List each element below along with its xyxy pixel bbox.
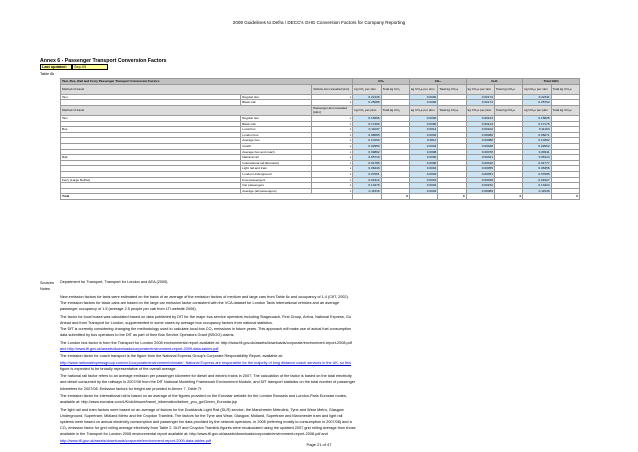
row-subtype: Average (all passengers) [241, 188, 312, 194]
row-group: Ferry (Large RoPax) [61, 177, 241, 183]
note-line: http://www.nationalexpressgroup.com/nx1/corporate/environment/climate/. National Express are responsible for the majority of long distance coach services in the UK, so this [60, 360, 352, 365]
ch4-total-pkm: Total kg CO₂e [438, 105, 466, 115]
n2o-factor: 0.00028 [466, 143, 494, 149]
note-item [60, 353, 600, 372]
ch4-factor: 0.0004 [409, 166, 437, 172]
co2-total-blank [353, 194, 381, 200]
n2o-factor: 0.00051 [466, 171, 494, 177]
n2o-total-pkm: Total kg CO₂e [494, 105, 522, 115]
co2-factor: 0.25086 [353, 100, 381, 106]
note-item [60, 314, 600, 339]
note-line: figure is expected to be broadly representative of the overall average. [60, 366, 177, 371]
row-group: Taxi [61, 94, 241, 100]
n2o-factor: 0.00152 [466, 183, 494, 189]
row-subtype: Light rail and tram [241, 166, 312, 172]
n2o-total-value: 0 [494, 194, 522, 200]
row-multiplier: x [312, 138, 353, 144]
n2o-factor: 0.00089 [466, 188, 494, 194]
ghg-factor: 0.22311 [523, 94, 551, 100]
note-line: Ahead and from Transport for London, supplemented in some cases by average bus occupancy factors from national statistics. [60, 321, 273, 325]
note-line: The DfT is currently considering changing the methodology used to calculate local bus CO₂ emissions in future years. This approach will make use of actual fuel consumption [60, 327, 352, 332]
note-line: available at: http://www.eurostar.com/UK/uk/leisure/travel_information/before_you_go/Green_Eurostar.jsp [60, 400, 237, 405]
note-line: systems were based on annual electricity consumption and passenger km data provided by the network operators. In 2008 (referring mostly to consumption in 2007/08) and a [60, 419, 352, 424]
ch4-unit-pkm: kg CO₂e per pkm [409, 105, 437, 115]
row-subtype: Average bus and coach [241, 149, 312, 155]
last-updated-label: Last updated: [40, 64, 72, 70]
ghg-unit: kg CO₂e per vkm [523, 84, 551, 94]
ch4-factor: 0.0004 [409, 183, 437, 189]
conversion-factors-table [60, 78, 580, 200]
n2o-factor: 0.00124 [466, 121, 494, 127]
ghg-factor: 0.11536 [523, 188, 551, 194]
row-subtype: London bus [241, 132, 312, 138]
co2-factor: 0.01786 [353, 160, 381, 166]
ghg-total-blank [523, 194, 551, 200]
ch4-factor: 0.0000 [409, 155, 437, 161]
note-line: http://www.tfl.gov.uk/assets/downloads/corporate/environment-report-2009-data-tables.pdf [60, 438, 212, 443]
n2o-unit-pkm: kg CO₂e per pkm [466, 105, 494, 115]
group-ch4: CH₄ [409, 79, 466, 85]
group-n2o: N₂O [466, 79, 523, 85]
row-multiplier: x [312, 155, 353, 161]
co2-factor: 0.07051 [353, 171, 381, 177]
ghg-factor: 0.17176 [523, 121, 551, 127]
ch4-factor: 0.0000 [409, 160, 437, 166]
co2-factor: 0.08095 [353, 132, 381, 138]
note-line: The emission factor for coach transport is the figure from the National Express Group's Corporate Responsibility Report, available at: [60, 354, 283, 359]
note-line: The emission factor for international rail is based on an average of the figures provided on the Eurostar website for the London Brussels and London-Paris Eurostar routes, [60, 393, 347, 398]
co2-factor: 0.06246 [353, 166, 381, 172]
ch4-factor: 0.0004 [409, 188, 437, 194]
ch4-factor: 0.0000 [409, 115, 437, 121]
note-line: and http://www.tfl.gov.uk/assets/downloads/corporate/environment-report-2009-data-tables.pdf [60, 347, 219, 351]
ghg-factor: 0.08271 [523, 132, 551, 138]
ghg-total-value: 0 [551, 194, 579, 200]
n2o-total-blank [466, 194, 494, 200]
co2-total: Total kg CO₂ [381, 84, 409, 94]
ch4-factor: 0.0000 [409, 100, 437, 106]
method-header-2: Method of travel [61, 105, 312, 115]
note-line: CO₂ emission factor for grid rolling average electricity from Table 2. DLR and Croydon Tramlink figures were recalculated using the updated 2007 grid rolling average from those [60, 426, 356, 431]
row-multiplier: x [312, 160, 353, 166]
row-subtype: Average bus [241, 138, 312, 144]
row-multiplier: x [312, 183, 353, 189]
last-updated-value: Sep-09 [72, 64, 108, 70]
row-subtype: Black cab [241, 100, 312, 106]
ch4-factor: 0.0000 [409, 94, 437, 100]
n2o-factor: 0.00102 [466, 127, 494, 133]
n2o-factor: 0.00010 [466, 160, 494, 166]
row-multiplier: x [312, 127, 353, 133]
ghg-factor: 0.13324 [523, 183, 551, 189]
row-multiplier: x [312, 166, 353, 172]
ghg-factor: 0.15825 [523, 115, 551, 121]
ghg-factor: 0.06356 [523, 166, 551, 172]
group-total-ghg: Total GHG [523, 79, 580, 85]
notes-label: Notes [40, 287, 50, 291]
co2-total-pkm: Total kg CO₂ [381, 105, 409, 115]
page-footer: Page 21 of 47 [306, 442, 332, 447]
ghg-unit-pkm: kg CO₂e per pkm [523, 105, 551, 115]
notes-list [60, 294, 600, 445]
note-line: passenger occupancy of 1.5 (average 2.5 people per cab from LTI website 2008). [60, 307, 197, 312]
co2-factor: 0.22136 [353, 94, 381, 100]
sources-label: Sources [40, 281, 54, 285]
note-item [60, 340, 600, 352]
co2-factor: 0.13276 [353, 183, 381, 189]
ghg-total: Total kg CO₂e [551, 84, 579, 94]
co2-factor: 0.11516 [353, 188, 381, 194]
group-co2: CO₂ [353, 79, 410, 85]
co2-factor: 0.05710 [353, 155, 381, 161]
n2o-factor: 0.00055 [466, 166, 494, 172]
total-row [61, 194, 580, 200]
note-item [60, 407, 600, 444]
ghg-factor: 0.01777 [523, 160, 551, 166]
ghg-factor: 0.06113 [523, 155, 551, 161]
note-item [60, 373, 600, 392]
ch4-factor: 0.0008 [409, 149, 437, 155]
n2o-factor: 0.00124 [466, 115, 494, 121]
co2-factor: 0.17450 [353, 121, 381, 127]
co2-factor: 0.01912 [353, 177, 381, 183]
ghg-factor: 0.07085 [523, 171, 551, 177]
ghg-factor: 0.25762 [523, 100, 551, 106]
ch4-factor: 0.0014 [409, 127, 437, 133]
note-line: and diesel consumed by the railways in 2007/08 from the DfT National Modelling Framework Environment Module, and DfT transport statistics on the total number of passenger [60, 380, 356, 385]
n2o-total: Total kg CO₂e [494, 84, 522, 94]
pkm-header: Passenger-kms travelled (pkm) [312, 105, 353, 115]
vkm-header: Vehicle-kms travelled (km) [312, 84, 353, 94]
n2o-factor: 0.00018 [466, 177, 494, 183]
row-multiplier: x [312, 94, 353, 100]
row-multiplier: x [312, 143, 353, 149]
row-subtype: Local bus [241, 127, 312, 133]
n2o-factor: 0.00174 [466, 100, 494, 106]
pkm-header-row [61, 105, 580, 115]
ghg-factor: 0.01927 [523, 177, 551, 183]
ch4-factor: 0.0011 [409, 138, 437, 144]
ch4-factor: 0.0002 [409, 171, 437, 177]
n2o-factor: 0.00321 [466, 155, 494, 161]
method-header: Method of travel [61, 84, 312, 94]
note-line: The light rail and tram factors were based on an average of factors for the Docklands Light Rail (DLR) service, the Manchester Metrolink, Tyne and Wear Metro, Glasgow [60, 407, 344, 412]
total-label: Total [61, 194, 353, 200]
row-multiplier: x [312, 171, 353, 177]
ch4-total-blank [409, 194, 437, 200]
note-line: The factor for local buses was calculated based on data published by DfT for the major bus service operators including Stagecoach, First Group, Arriva, National Express, Go [60, 314, 351, 319]
row-subtype: Regular taxi [241, 94, 312, 100]
row-subtype: Car passengers [241, 183, 312, 189]
note-item [60, 393, 600, 405]
note-item [60, 294, 600, 313]
row-subtype: London Underground [241, 171, 312, 177]
ch4-factor: 0.0004 [409, 143, 437, 149]
n2o-factor: 0.00174 [466, 94, 494, 100]
row-multiplier: x [312, 177, 353, 183]
note-line: The national rail factor refers to an average emission per passenger kilometre for diesel and electric trains in 2007. The calculation of the factor is based on the total electricity [60, 374, 352, 379]
row-subtype: Regular taxi [241, 115, 312, 121]
row-multiplier: x [312, 132, 353, 138]
n2o-factor: 0.00086 [466, 132, 494, 138]
vkm-header-row [61, 84, 580, 94]
table-title: Taxi, Bus, Rail and Ferry Passenger Transport Conversion Factors [61, 79, 353, 85]
co2-factor: 0.02950 [353, 143, 381, 149]
co2-factor: 0.09862 [353, 149, 381, 155]
ghg-factor: 0.10302 [523, 138, 551, 144]
row-multiplier: x [312, 149, 353, 155]
row-group: Taxi [61, 115, 241, 121]
note-line: Underground, Supertram, Midland Metro and the Croydon Tramlink. The factors for the Tyne and Wear, Glasgow, Midland, Supertram and Manchester tram and light rail [60, 413, 343, 418]
co2-unit-pkm: kg CO₂ per pkm [353, 105, 381, 115]
ch4-factor: 0.0001 [409, 177, 437, 183]
note-line: kilometres for 2007/08. Emission factors for freight are provided in Annex 7, Table 7f. [60, 386, 202, 391]
note-line: The emission factors for black cabs are based on the large car emission factor consistent with the VCA dataset for London Taxis International vehicles and an average [60, 301, 339, 306]
row-multiplier: x [312, 100, 353, 106]
ghg-factor: 0.11163 [523, 127, 551, 133]
row-multiplier: x [312, 115, 353, 121]
co2-unit: kg CO₂ per vkm [353, 84, 381, 94]
row-group: Rail [61, 155, 241, 161]
ghg-factor: 0.09911 [523, 149, 551, 155]
row-group: Bus [61, 127, 241, 133]
co2-factor: 0.10190 [353, 138, 381, 144]
note-line: data submitted by bus operators to the DfT as part of their Bus Service Operators Grant (BSOG) claims. [60, 333, 235, 338]
n2o-factor: 0.00088 [466, 138, 494, 144]
n2o-unit: kg CO₂e per vkm [466, 84, 494, 94]
ch4-factor: 0.0004 [409, 132, 437, 138]
document-header: 2009 Guidelines to Defra / DECC's GHG Conversion Factors for Company Reporting [232, 20, 406, 25]
co2-factor: 0.15696 [353, 115, 381, 121]
sources-text: Department for Transport, Transport for London and AEA (2009). [60, 280, 169, 284]
note-line: The London bus factor is from the Transport for London 2008 environmental report available at: http://www.tfl.gov.uk/assets/downloads/corporate/environment-report-2008.pdf [60, 340, 352, 345]
row-multiplier: x [312, 121, 353, 127]
ghg-factor: 0.02962 [523, 143, 551, 149]
row-multiplier: x [312, 188, 353, 194]
co2-factor: 0.11037 [353, 127, 381, 133]
co2-total-value: 0 [381, 194, 409, 200]
annex-title: Annex 6 - Passenger Transport Conversion Factors [40, 58, 167, 64]
n2o-factor: 0.00078 [466, 149, 494, 155]
ghg-total-pkm: Total kg CO₂e [551, 105, 579, 115]
ch4-unit: kg CO₂e per vkm [409, 84, 437, 94]
row-subtype: Coach [241, 143, 312, 149]
row-subtype: International rail (Eurostar) [241, 160, 312, 166]
row-subtype: Black cab [241, 121, 312, 127]
row-subtype: Foot passengers [241, 177, 312, 183]
note-line: New emission factors for taxis were estimated on the basis of an average of the emission factors of medium and large cars from Table 6c and occupancy of 1.4 (CfIT, 2002). [60, 295, 349, 299]
ch4-total-value: 0 [438, 194, 466, 200]
row-subtype: National rail [241, 155, 312, 161]
note-line: available in the Transport for London 2008 environmental report available at: http://www.tfl.gov.uk/assets/downloads/corporate/environment-report-2008.pdf and [60, 432, 328, 437]
table-id: Table 6k [40, 72, 55, 76]
ch4-total: Total kg CO₂e [438, 84, 466, 94]
ch4-factor: 0.0000 [409, 121, 437, 127]
